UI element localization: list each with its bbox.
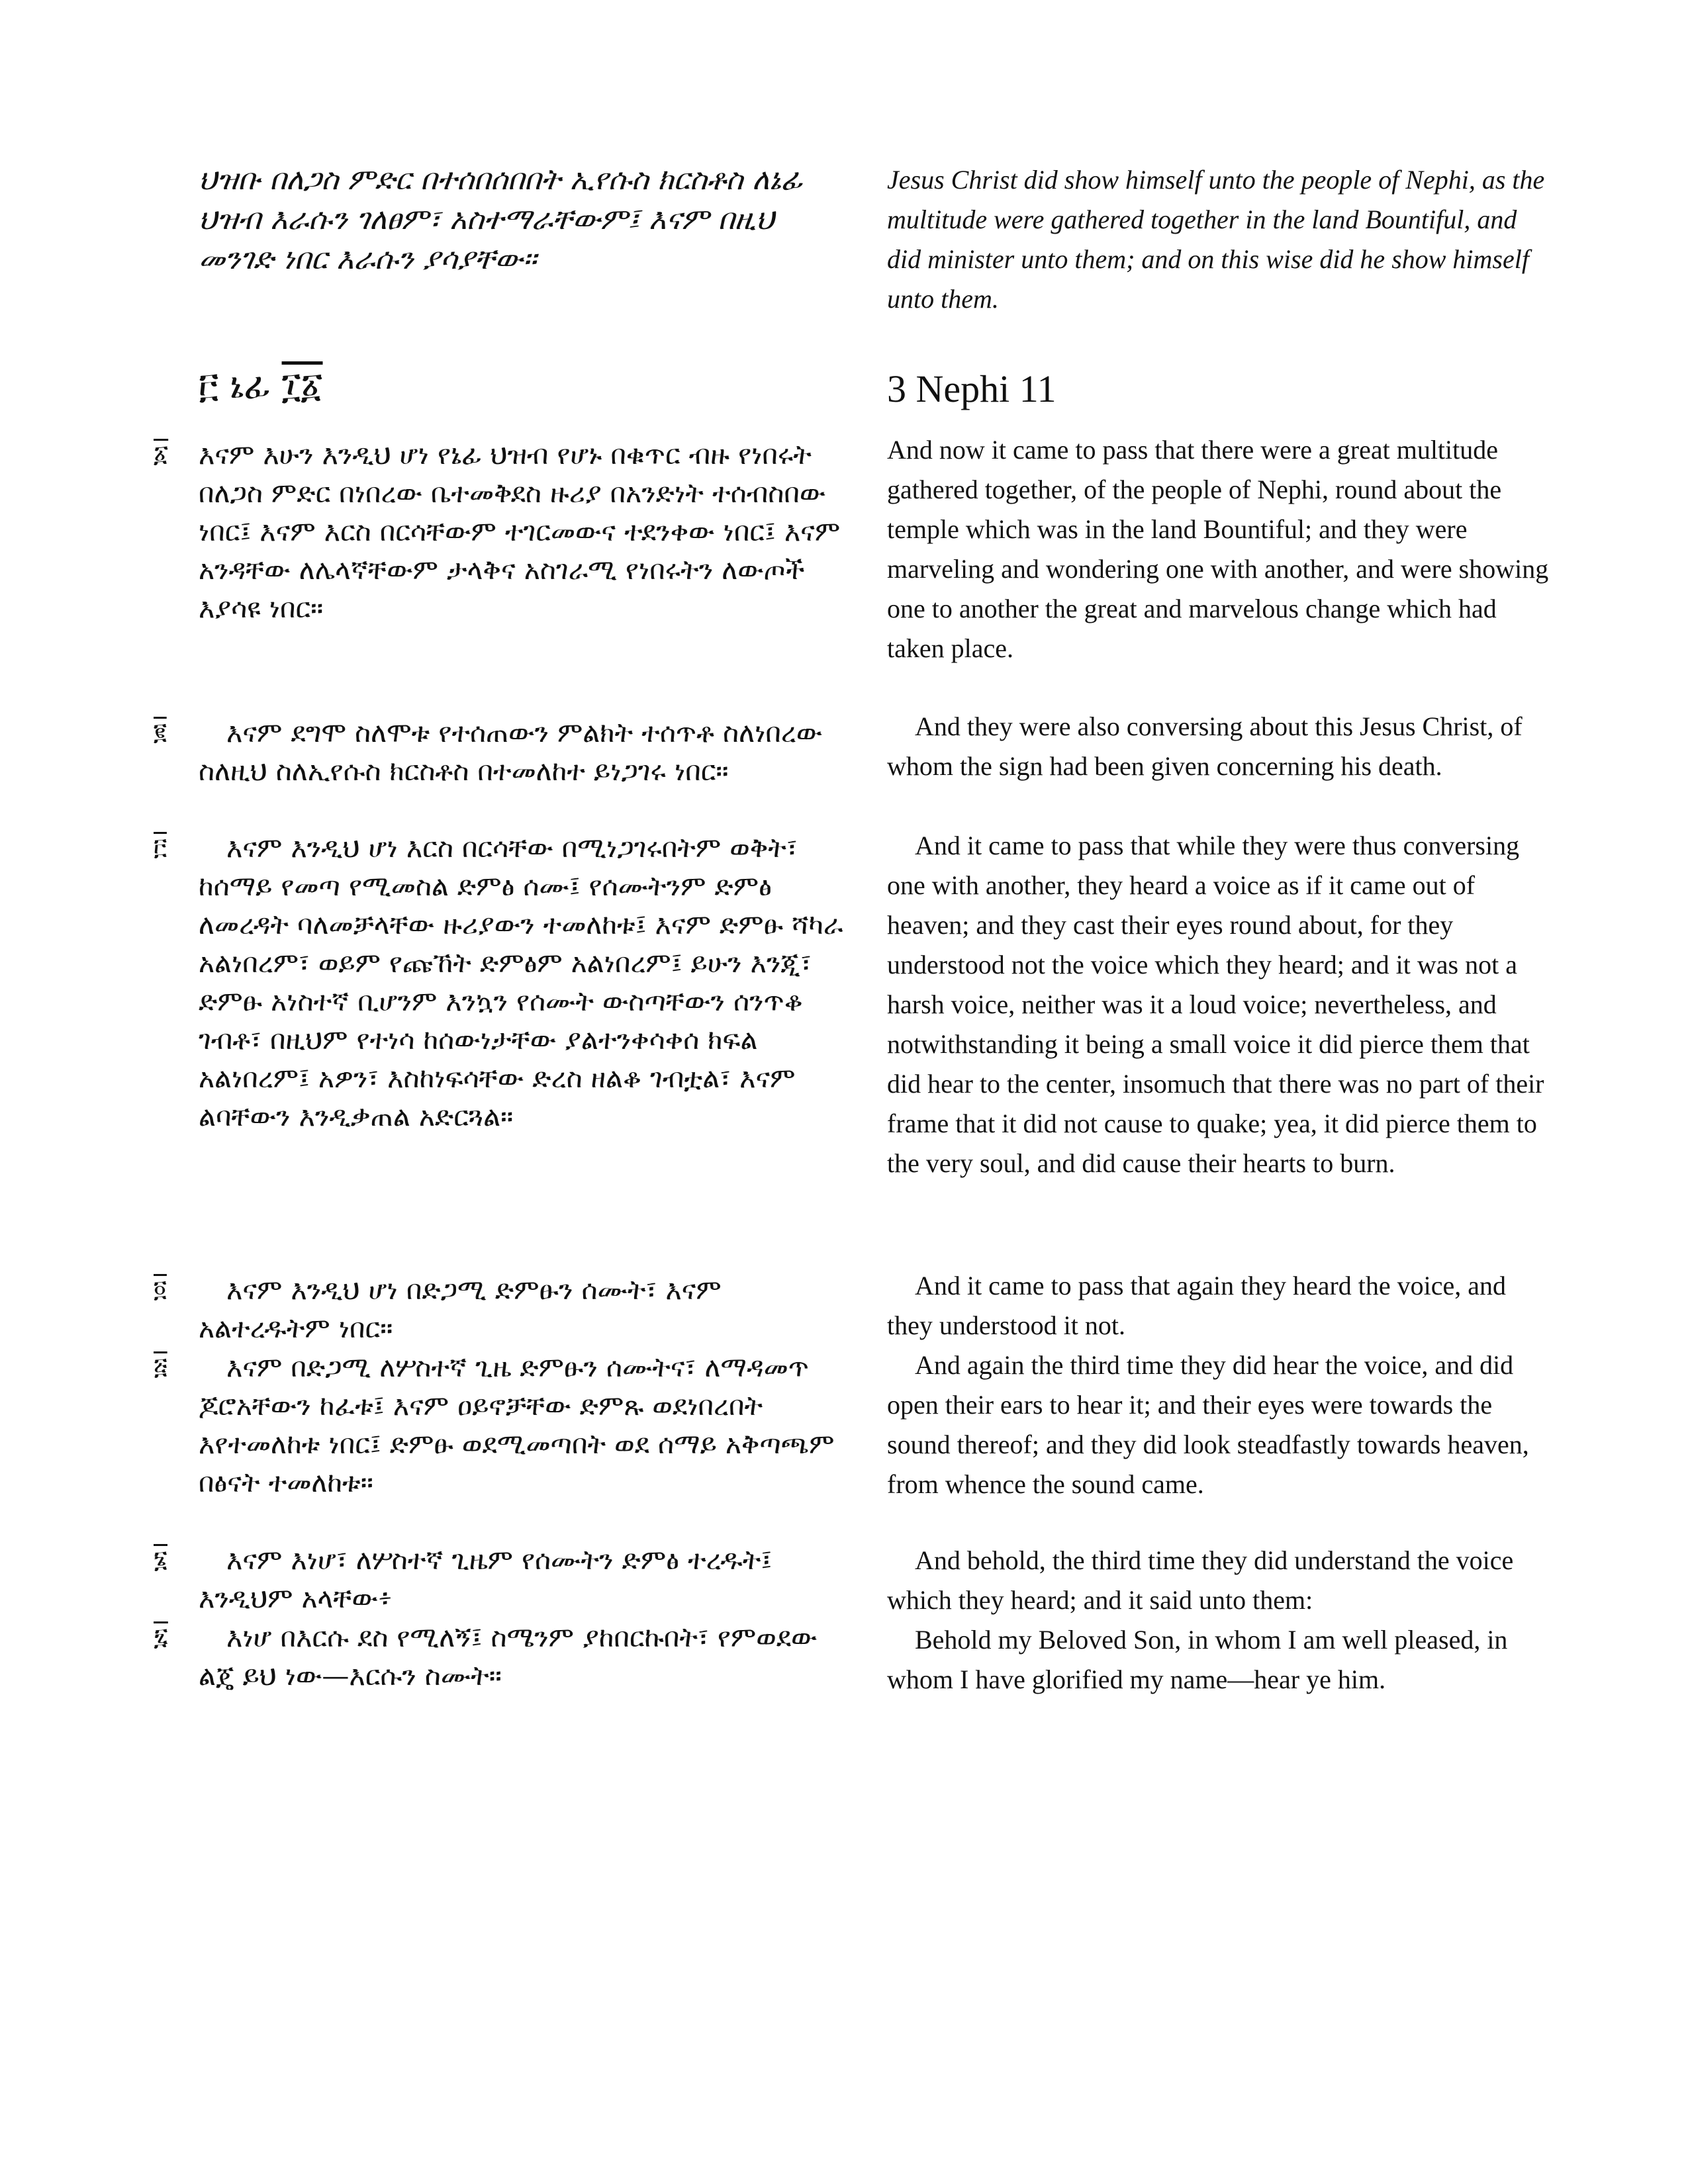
amharic-chapter-heading [199, 363, 323, 409]
english-verse-5: And again the third time they did hear the voice, and did open their ears to hear it; and their eyes were towards the sound thereof; and they did look steadfastly towards heaven, from whence the sound came. [887, 1350, 1529, 1499]
amharic-chapter-number: ፲፩ [281, 365, 323, 406]
english-verse-2: And they were also conversing about this Jesus Christ, of whom the sign had been given concerning his death. [887, 711, 1523, 781]
verse-number-6: ፮ [154, 1546, 167, 1573]
verse-number-1: ፩ [154, 441, 169, 468]
english-verse-6: And behold, the third time they did understand the voice which they heard; and it said unto them: [887, 1545, 1514, 1615]
amharic-verse-5: እናም በድጋሚ ለሦስተኛ ጊዜ ድምፁን ሰሙትና፣ ለማዳመጥ ጆሮአቸውን ከፈቱ፤ እናም ዐይኖቻቸው ድምጹ ወደነበረበት እየተመለከቱ ነበር፤ ድምፁ ወደሚመጣበት ወደ ሰማይ አቅጣጫም በፅናት ተመለከቱ። [199, 1351, 835, 1498]
amharic-chapter-summary: ህዝቡ በለጋስ ምድር በተሰበሰበበት ኢየሱስ ክርስቶስ ለኔፊ ህዝብ እራሱን ገለፀም፣ አስተማራቸውም፤ እናም በዚህ መንገድ ነበር እራሱን ያሳያቸው። [199, 163, 803, 276]
amharic-verse-2: እናም ደግሞ ስለሞቱ የተሰጠውን ምልክት ተሰጥቶ ስለነበረው ስለዚህ ስለኢየሱስ ክርስቶስ በተመለከተ ይነጋገሩ ነበር። [199, 717, 823, 787]
english-verse-4: And it came to pass that again they heard the voice, and they understood it not. [887, 1271, 1507, 1340]
amharic-verse-7: እነሆ በእርሱ ደስ የሚለኝ፤ ስሜንም ያከበርኩበት፣ የምወደው ልጄ ይህ ነው—እርሱን ስሙት። [199, 1621, 818, 1692]
verse-number-2: ፪ [154, 719, 167, 746]
english-verse-1: And now it came to pass that there were a great multitude gathered together, of the people of Nephi, round about the temple which was in the land Bountiful; and they were marveling and wondering one with another, and were showing one to another the great and marvelous change which had taken place. [887, 435, 1549, 663]
verse-number-5: ፭ [154, 1353, 167, 1381]
verse-number-3: ፫ [154, 834, 167, 861]
english-chapter-summary: Jesus Christ did show himself unto the people of Nephi, as the multitude were gathered together in the land Bountiful, and did minister unto them; and on this wise did he show himself unto them. [887, 165, 1545, 314]
english-chapter-heading: 3 Nephi 11 [887, 367, 1056, 410]
english-verse-7: Behold my Beloved Son, in whom I am well pleased, in whom I have glorified my name—hear ye him. [887, 1625, 1508, 1694]
verse-number-4: ፬ [154, 1276, 167, 1303]
english-verse-3: And it came to pass that while they were thus conversing one with another, they heard a voice as if it came out of heaven; and they cast their eyes round about, for they understood not the voice which they heard; and it was not a harsh voice, neither was it a loud voice; nevertheless, and notwithstanding it being a small voice it did pierce them that did hear to the center, insomuch that there was no part of their frame that it did not cause to quake; yea, it did pierce them to the very soul, and did cause their hearts to burn. [887, 831, 1544, 1178]
amharic-verse-4: እናም እንዲህ ሆነ በድጋሚ ድምፁን ሰሙት፣ እናም አልተረዱትም ነበር። [199, 1274, 722, 1344]
amharic-chapter-book: ፫ ኔፊ [199, 365, 282, 406]
amharic-verse-1: እናም እሁን እንዲህ ሆነ የኔፊ ህዝብ የሆኑ በቁጥር ብዙ የነበሩት በለጋስ ምድር በነበረው ቤተመቅደስ ዙሪያ በአንድነት ተሰብስበው ነበር፤ እናም እርስ በርሳቸውም ተገርመውና ተደንቀው ነበር፤ እናም አንዳቸው ለሌላኛቸውም ታላቅና አስገራሚ የነበሩትን ለውጦች እያሳዩ ነበር። [199, 439, 841, 624]
amharic-verse-3: እናም እንዲህ ሆነ እርስ በርሳቸው በሚነጋገሩበትም ወቅት፣ ከሰማይ የመጣ የሚመስል ድምፅ ሰሙ፤ የሰሙትንም ድምፅ ለመረዳት ባለመቻላቸው ዙሪያውን ተመለከቱ፤ እናም ድምፁ ሻካራ አልነበረም፣ ወይም የጩኸት ድምፅም አልነበረም፤ ይሁን እንጂ፣ ድምፁ አነስተኛ ቢሆንም እንኳን የሰሙት ውስጣቸውን ሰንጥቆ ገብቶ፣ በዚህም የተነሳ ከሰውነታቸው ያልተንቀሳቀሰ ክፍል አልነበረም፤ አዎን፣ እስከነፍሳቸው ድረስ ዘልቆ ገብቷል፣ እናም ልባቸውን እንዲቃጠል አድርጓል። [199, 832, 843, 1132]
amharic-verse-6: እናም እነሆ፣ ለሦስተኛ ጊዜም የሰሙትን ድምፅ ተረዱት፤ እንዲህም አላቸው፥ [199, 1544, 773, 1614]
verse-number-7: ፯ [154, 1623, 168, 1651]
